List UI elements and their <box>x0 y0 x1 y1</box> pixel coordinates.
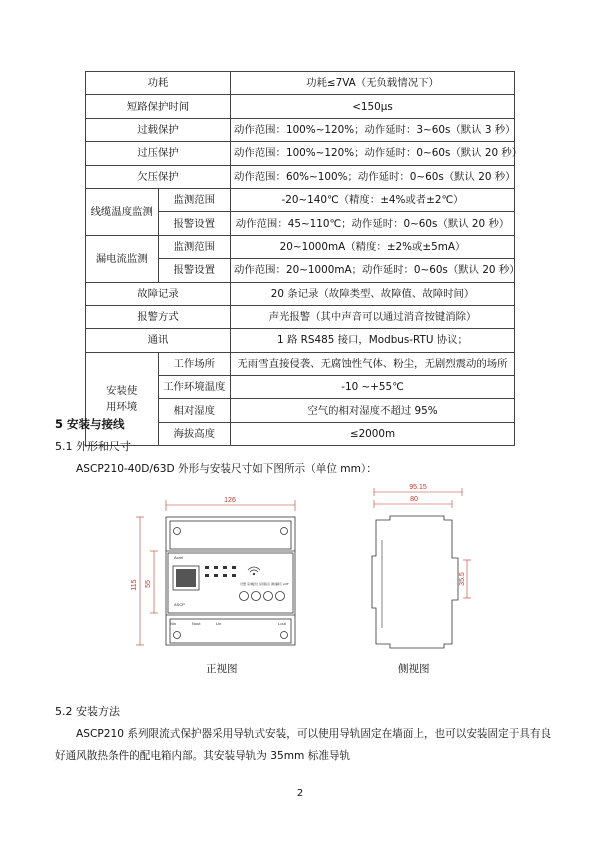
row-label: 过压保护 <box>86 142 231 165</box>
sub-label: 监测范围 <box>158 235 231 258</box>
indicator-leds <box>205 566 236 577</box>
section-5-2-line1: ASCP210 系列限流式保护器采用导轨式安装，可以使用导轨固定在墙面上，也可以安装固定于具有良 <box>76 728 552 740</box>
row-value: 20~1000mA（精度：±2%或±5mA） <box>231 235 515 258</box>
sub-label: 相对湿度 <box>158 399 231 422</box>
rail-dimension <box>459 560 471 598</box>
dim-inner-label: 80 <box>410 496 418 503</box>
spec-table <box>85 71 523 446</box>
brand-label: Acrel <box>174 555 184 560</box>
section-5-1-text: ASCP210-40D/63D 外形与安装尺寸如下图所示（单位 mm）： <box>76 463 377 475</box>
wifi-icon <box>248 567 260 575</box>
row-value: 动作范围：60%~100%；动作延时：0~60s（默认 20 秒） <box>231 165 515 188</box>
model-label: ASCP <box>174 602 185 607</box>
group-label: 线缆温度监测 <box>86 188 159 235</box>
side-view-drawing <box>360 480 475 655</box>
table-row <box>86 142 515 165</box>
side-view-caption: 侧视图 <box>398 663 430 675</box>
row-label: 报警方式 <box>86 305 231 328</box>
table-row <box>86 305 515 328</box>
row-value: 20 条记录（故障类型、故障值、故障时间） <box>231 282 515 305</box>
section-5-2-line2: 好通风散热条件的配电箱内部。其安装导轨为 35mm 标准导轨 <box>55 750 351 762</box>
sub-label: 报警设置 <box>158 259 231 282</box>
row-value: ≤2000m <box>231 422 515 445</box>
width-dimension <box>166 497 295 511</box>
table-row <box>86 235 515 258</box>
dim-height-outer-label: 115 <box>131 579 138 591</box>
row-value: 空气的相对湿度不超过 95% <box>231 399 515 422</box>
row-value: 动作范围：20~1000mA；动作延时：0~60s（默认 20 秒） <box>231 259 515 282</box>
sub-label: 监测范围 <box>158 188 231 211</box>
section-5-2-title: 5.2 安装方法 <box>55 705 120 718</box>
section-5-title: 5 安装与接线 <box>55 417 125 431</box>
row-value: 动作范围：100%~120%；动作延时：3~60s（默认 3 秒） <box>231 118 515 141</box>
row-value: 声光报警（其中声音可以通过消音按键消除） <box>231 305 515 328</box>
row-value: <150μs <box>231 95 515 118</box>
row-value: -10 ~+55℃ <box>231 376 515 399</box>
inner-width-dimension <box>374 496 452 508</box>
table-row <box>86 165 515 188</box>
group-label-line1: 安装使 <box>106 384 138 397</box>
terminal-labels <box>170 621 287 626</box>
key-label: 消音 确认 <box>264 582 277 586</box>
table-row <box>86 72 515 95</box>
table-row <box>86 329 515 352</box>
row-value: 无雨雪直接侵袭、无腐蚀性气体、粉尘，无剧烈震动的场所 <box>231 352 515 375</box>
row-value: 动作范围：100%~120%；动作延时：0~60s（默认 20 秒） <box>231 142 515 165</box>
key-labels <box>240 581 289 586</box>
row-value: 功耗≤7VA（无负载情况下） <box>231 72 515 95</box>
table-row <box>86 282 515 305</box>
lcd-display <box>176 569 196 587</box>
row-label: 欠压保护 <box>86 165 231 188</box>
row-value: 1 路 RS485 接口，Modbus-RTU 协议； <box>231 329 515 352</box>
outer-width-dimension <box>374 484 462 496</box>
key-label: 翻页 zoff <box>276 582 289 586</box>
row-value: -20~140℃（精度：±4%或者±2℃） <box>231 188 515 211</box>
dim-rail-label: 35.5 <box>459 572 466 586</box>
dim-width-label: 126 <box>224 497 236 504</box>
side-profile <box>372 516 458 648</box>
table-row <box>86 95 515 118</box>
row-label: 功耗 <box>86 72 231 95</box>
row-label: 过载保护 <box>86 118 231 141</box>
page-number: 2 <box>296 788 304 799</box>
row-label: 短路保护时间 <box>86 95 231 118</box>
sub-label: 工作场所 <box>158 352 231 375</box>
key-label: 复位 返回 <box>252 582 265 586</box>
table-row <box>86 118 515 141</box>
key-label: 设置 菜单 <box>240 582 253 586</box>
terminal-label: Nin <box>170 621 177 626</box>
table-row <box>86 352 515 375</box>
row-label: 故障记录 <box>86 282 231 305</box>
sub-label: 工作环境温度 <box>158 376 231 399</box>
sub-label: 报警设置 <box>158 212 231 235</box>
front-view-drawing <box>130 493 315 653</box>
terminal-label: Lout <box>278 621 286 626</box>
row-label: 通讯 <box>86 329 231 352</box>
group-label-line2: 用环境 <box>106 400 138 413</box>
front-view-caption: 正视图 <box>206 663 238 675</box>
sub-label: 海拔高度 <box>158 422 231 445</box>
terminal-label: Nout <box>192 621 201 626</box>
terminal-label: Lin <box>216 621 222 626</box>
table-row <box>86 188 515 211</box>
height-dimension <box>131 517 158 645</box>
dim-height-inner-label: 55 <box>145 580 152 588</box>
dim-outer-label: 95.15 <box>409 484 427 491</box>
section-5-1-title: 5.1 外形和尺寸 <box>55 440 131 453</box>
keypad-buttons <box>240 592 285 601</box>
row-value: 动作范围：45~110℃；动作延时：0~60s（默认 20 秒） <box>231 212 515 235</box>
group-label: 漏电流监测 <box>86 235 159 282</box>
